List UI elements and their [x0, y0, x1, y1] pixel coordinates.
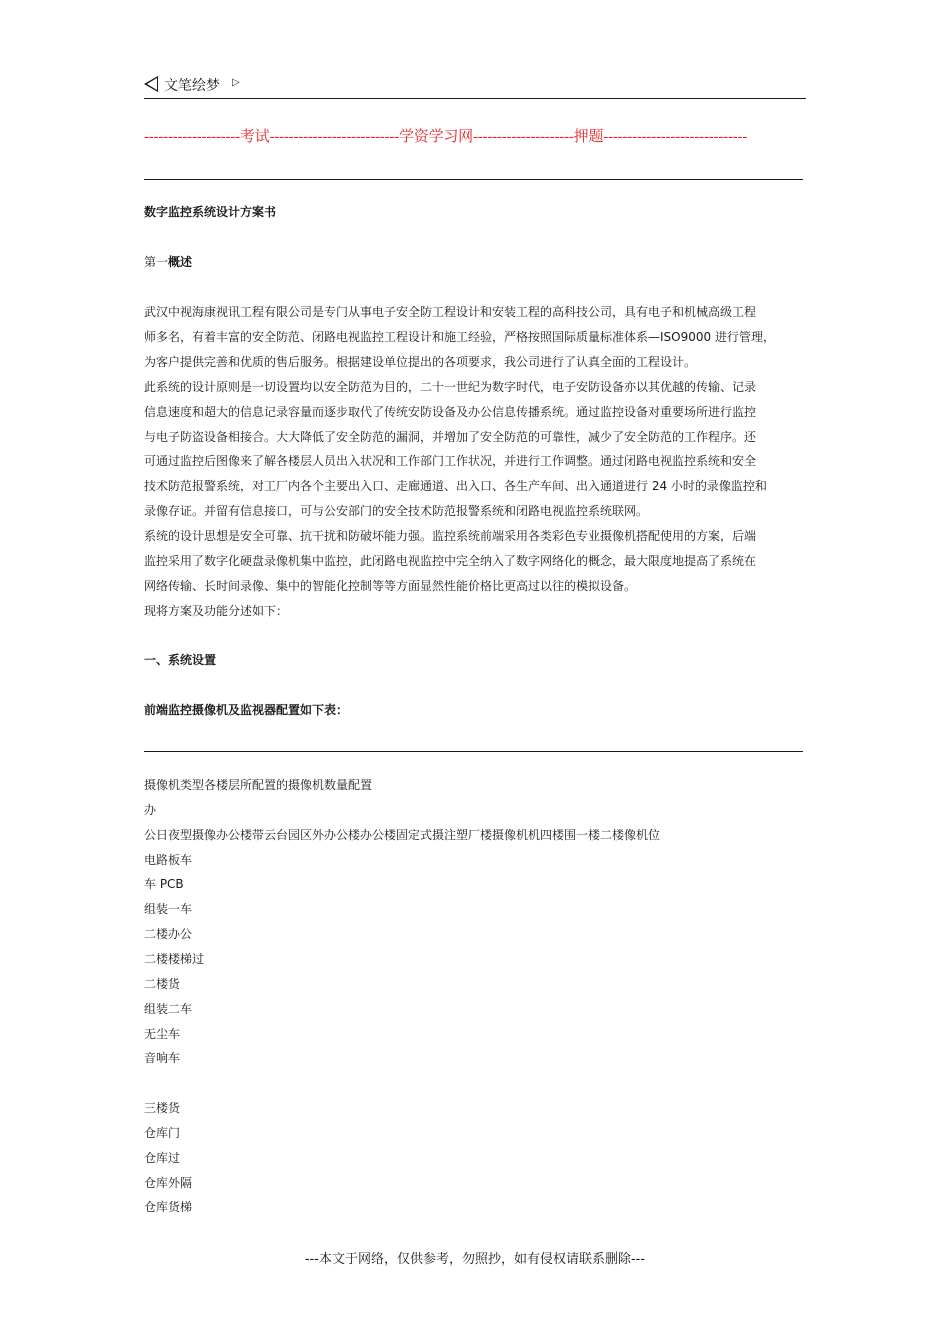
section-title: 概述 [168, 255, 193, 269]
paragraph-line: 可通过监控后图像来了解各楼层人员出入状况和工作部门工作状况，并进行工作调整。通过闭路电视监控系统和安全 [144, 454, 757, 469]
paragraph-line: 监控采用了数字化硬盘录像机集中监控，此闭路电视监控中完全纳入了数字网络化的概念，最大限度地提高了系统在 [144, 554, 757, 568]
table-text-line: 仓库门 [144, 1125, 181, 1140]
header-divider [144, 98, 806, 99]
table-divider [144, 751, 803, 752]
table-text-line: 仓库货梯 [144, 1200, 193, 1215]
table-text-line: 二楼楼梯过 [144, 951, 205, 966]
paragraph-line: 与电子防盗设备相接合。大大降低了安全防范的漏洞，并增加了安全防范的可靠性，减少了安全防范的工作程序。还 [144, 429, 757, 444]
table-text-line: 仓库过 [144, 1150, 181, 1165]
table-text-line: 二楼货 [144, 976, 181, 991]
paragraph-line: 为客户提供完善和优质的售后服务。根据建设单位提出的各项要求，我公司进行了认真全面的工程设计。 [144, 354, 697, 369]
triangle-left-icon [144, 76, 158, 92]
table-text-line: 组装二车 [144, 1001, 193, 1016]
table-text-line: 办 [144, 802, 157, 817]
table-text-line: 音响车 [144, 1051, 181, 1066]
footer-disclaimer: ---本文于网络，仅供参考，勿照抄，如有侵权请联系删除--- [304, 1252, 646, 1267]
banner-divider [144, 179, 803, 180]
red-banner: --------------------考试---------------------------学资学习网---------------------押题------------------------------ [144, 129, 748, 145]
paragraph-line: 信息速度和超大的信息记录容量而逐步取代了传统安防设备及办公信息传播系统。通过监控设备对重要场所进行监控 [144, 404, 757, 419]
table-text-line: 二楼办公 [144, 927, 193, 942]
table-text-line: 仓库外隔 [144, 1175, 193, 1190]
triangle-right-icon: ▷ [232, 77, 240, 88]
table-heading: 前端监控摄像机及监视器配置如下表： [144, 703, 349, 717]
table-text-line: 组装一车 [144, 902, 193, 917]
paragraph-line: 武汉中视海康视讯工程有限公司是专门从事电子安全防工程设计和安装工程的高科技公司，具有电子和机械高级工程 [144, 305, 757, 319]
paragraph-line: 现将方案及功能分述如下： [144, 603, 289, 618]
table-text-line: 电路板车 [144, 852, 193, 867]
table-text-line: 摄像机类型各楼层所配置的摄像机数量配置 [144, 778, 373, 792]
paragraph-line: 此系统的设计原则是一切设置均以安全防范为目的，二十一世纪为数字时代，电子安防设备亦以其优越的传输、记录 [144, 379, 757, 394]
document-title: 数字监控系统设计方案书 [144, 205, 277, 219]
paragraph-line: 师多名，有着丰富的安全防范、闭路电视监控工程设计和施工经验，严格按照国际质量标准体系—ISO9000 进行管理， [144, 329, 775, 344]
section-heading-overview [144, 253, 192, 270]
table-text-line: 无尘车 [144, 1026, 181, 1041]
table-text-line: 三楼货 [144, 1101, 181, 1116]
brand-name: 文笔绘梦 [164, 78, 220, 94]
page-header [144, 74, 806, 98]
paragraph-line: 录像存证。并留有信息接口，可与公安部门的安全技术防范报警系统和闭路电视监控系统联网。 [144, 504, 649, 519]
table-text-line: 车 PCB [144, 877, 184, 892]
section-heading-system: 一、系统设置 [144, 653, 217, 667]
paragraph-line: 技术防范报警系统，对工厂内各个主要出入口、走廊通道、出入口、各生产车间、出入通道进行 24 小时的录像监控和 [144, 479, 767, 494]
paragraph-line: 网络传输、长时间录像、集中的智能化控制等等方面显然性能价格比更高过以往的模拟设备。 [144, 578, 637, 593]
section-prefix: 第一 [144, 255, 169, 269]
table-text-line: 公日夜型摄像办公楼带云台园区外办公楼办公楼固定式摄注塑厂楼摄像机机四楼围一楼二楼像机位 [144, 827, 661, 842]
paragraph-line: 系统的设计思想是安全可靠、抗干扰和防破坏能力强。监控系统前端采用各类彩色专业摄像机搭配使用的方案，后端 [144, 529, 757, 544]
